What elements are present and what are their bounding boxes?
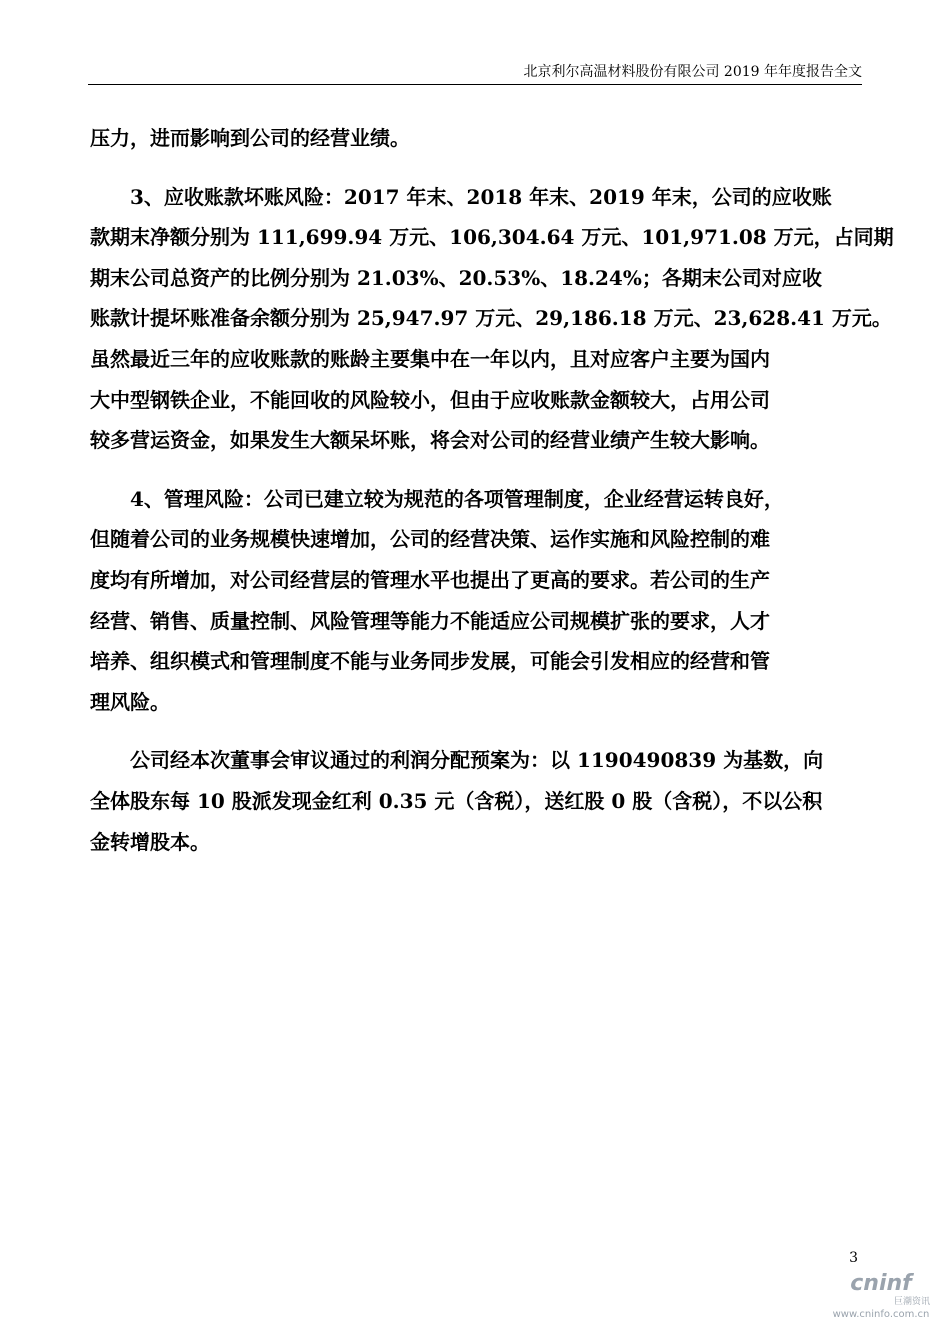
logo-brand: cninf xyxy=(850,1271,912,1296)
text-line: 培养、组织模式和管理制度不能与业务同步发展，可能会引发相应的经营和管 xyxy=(90,649,770,674)
text-line: 但随着公司的业务规模快速增加，公司的经营决策、运作实施和风险控制的难 xyxy=(90,527,770,552)
text-line: 3、应收账款坏账风险：2017 年末、2018 年末、2019 年末，公司的应收账 xyxy=(90,184,832,209)
text-line: 公司经本次董事会审议通过的利润分配预案为：以 1190490839 为基数，向 xyxy=(90,748,824,773)
text-line: 大中型钢铁企业，不能回收的风险较小，但由于应收账款金额较大，占用公司 xyxy=(90,387,770,412)
paragraph-3 xyxy=(90,479,860,723)
text-line: 全体股东每 10 股派发现金红利 0.35 元（含税），送红股 0 股（含税），不以公积 xyxy=(90,788,823,813)
text-line: 期末公司总资产的比例分别为 21.03%、20.53%、18.24%；各期末公司对应收 xyxy=(90,265,822,290)
paragraph-4 xyxy=(90,740,860,862)
header-title: 北京利尔高温材料股份有限公司 2019 年年度报告全文 xyxy=(523,64,862,80)
text-line: 款期末净额分别为 111,699.94 万元、106,304.64 万元、101,971.08 万元，占同期 xyxy=(90,225,894,250)
cninfo-watermark-logo xyxy=(826,1272,936,1330)
text-line: 账款计提坏账准备余额分别为 25,947.97 万元、29,186.18 万元、23,628.41 万元。 xyxy=(90,306,892,331)
logo-url: www.cninfo.com.cn xyxy=(832,1309,930,1320)
text-line: 经营、销售、质量控制、风险管理等能力不能适应公司规模扩张的要求，人才 xyxy=(90,608,770,633)
paragraph-2 xyxy=(90,177,894,461)
text-line: 4、管理风险：公司已建立较为规范的各项管理制度，企业经营运转良好， xyxy=(90,486,784,511)
text-line: 压力，进而影响到公司的经营业绩。 xyxy=(90,126,410,150)
text-line: 度均有所增加，对公司经营层的管理水平也提出了更高的要求。若公司的生产 xyxy=(90,567,770,592)
paragraph-1 xyxy=(90,118,860,159)
document-body xyxy=(90,118,894,862)
page-number: 3 xyxy=(849,1250,858,1266)
text-line: 金转增股本。 xyxy=(90,829,210,854)
logo-subtitle: 巨潮资讯 xyxy=(893,1297,930,1307)
text-line: 虽然最近三年的应收账款的账龄主要集中在一年以内，且对应客户主要为国内 xyxy=(90,346,770,371)
text-line: 理风险。 xyxy=(90,689,170,714)
page-header xyxy=(88,62,862,85)
text-line: 较多营运资金，如果发生大额呆坏账，将会对公司的经营业绩产生较大影响。 xyxy=(90,428,770,453)
